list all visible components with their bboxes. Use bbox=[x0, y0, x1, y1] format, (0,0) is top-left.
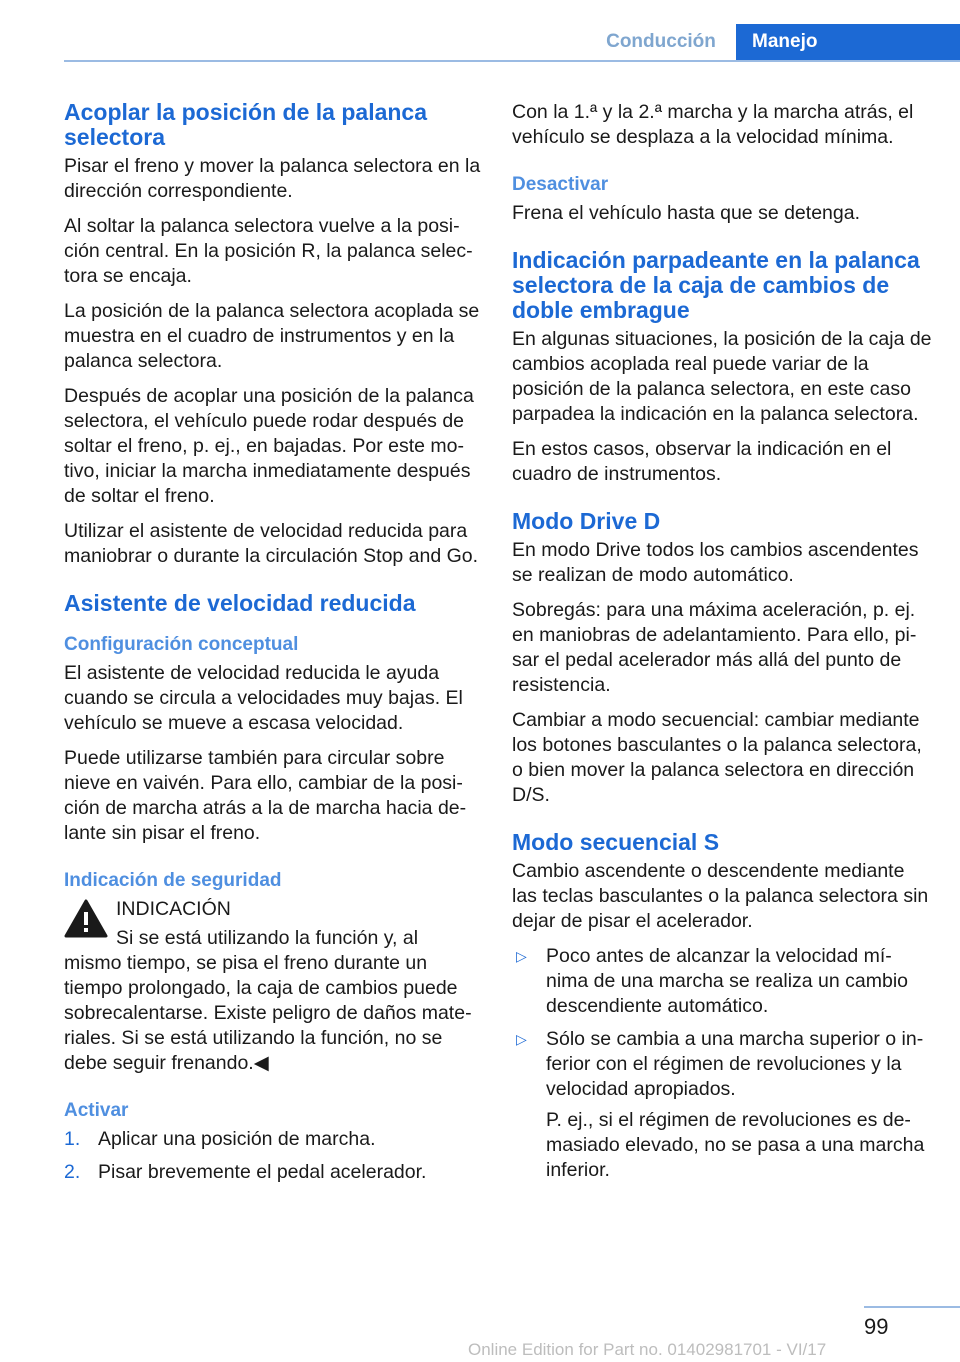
list-item bbox=[64, 1127, 482, 1152]
page-number: 99 bbox=[864, 1314, 889, 1339]
bullet-text: Poco antes de alcanzar la velocidad mí‐nima de una marcha se realiza un cambio descendiente automático. bbox=[546, 945, 909, 1017]
paragraph: En estos casos, observar la indicación en el cuadro de instrumentos. bbox=[512, 438, 892, 485]
header-divider bbox=[64, 60, 960, 62]
paragraph: Con la 1.ª y la 2.ª marcha y la marcha atrás, el vehículo se desplaza a la velocidad mínima. bbox=[512, 101, 914, 148]
heading-seguridad: Indicación de seguridad bbox=[64, 870, 282, 891]
paragraph: Sobregás: para una máxima aceleración, p. ej. en maniobras de adelantamiento. Para ello, pi‐sar el pedal acelerador más allá del punto de resistencia. bbox=[512, 599, 917, 696]
heading-drive: Modo Drive D bbox=[512, 508, 661, 534]
paragraph: El asistente de velocidad reducida le ayuda cuando se circula a velocidades muy bajas. El vehículo se mueve a escasa velocidad. bbox=[64, 662, 463, 734]
section-tab: Conducción bbox=[606, 31, 716, 52]
bullet-text: Sólo se cambia a una marcha superior o in‐ferior con el régimen de revoluciones y la velocidad apropiados. bbox=[546, 1028, 924, 1100]
list-item bbox=[512, 1027, 932, 1183]
step-text: Pisar brevemente el pedal acelerador. bbox=[98, 1161, 427, 1183]
warning-text: mismo tiempo, se pisa el freno durante un tiempo prolongado, la caja de cambios puede sobrecalentarse. Existe peligro de daños mate‐riales. Si se está utilizando la función, no se debe seguir frenando.◀ bbox=[64, 952, 472, 1074]
warning-title: INDICACIÓN bbox=[116, 898, 231, 920]
heading-indicacion: Indicación parpadeante en la palanca selectora de la caja de cambios de doble embrague bbox=[512, 247, 920, 323]
triangle-bullet-icon: ▷ bbox=[516, 948, 527, 964]
steps-list bbox=[64, 1127, 482, 1185]
step-text: Aplicar una posición de marcha. bbox=[98, 1128, 376, 1150]
heading-desactivar: Desactivar bbox=[512, 174, 609, 195]
list-item bbox=[64, 1160, 482, 1185]
page-number-divider bbox=[864, 1306, 960, 1308]
heading-asistente: Asistente de velocidad reducida bbox=[64, 590, 416, 616]
step-number: 1. bbox=[64, 1128, 81, 1150]
heading-acoplar: Acoplar la posición de la palanca selectora bbox=[64, 99, 428, 150]
warning-box bbox=[64, 897, 482, 951]
paragraph: Utilizar el asistente de velocidad reducida para maniobrar o durante la circulación Stop and Go. bbox=[64, 520, 479, 567]
left-column bbox=[64, 100, 482, 1193]
active-tab: Manejo bbox=[736, 24, 960, 60]
page-header bbox=[0, 0, 960, 62]
triangle-bullet-icon: ▷ bbox=[516, 1031, 527, 1047]
footer-text: Online Edition for Part no. 01402981701 - VI/17 bbox=[468, 1340, 827, 1359]
heading-activar: Activar bbox=[64, 1100, 129, 1121]
paragraph: En modo Drive todos los cambios ascendentes se realizan de modo automático. bbox=[512, 539, 919, 586]
heading-secuencial: Modo secuencial S bbox=[512, 829, 720, 855]
paragraph: Frena el vehículo hasta que se detenga. bbox=[512, 202, 860, 224]
warning-first-line: Si se está utilizando la función y, al bbox=[116, 927, 419, 949]
bullet-list bbox=[512, 944, 932, 1183]
bullet-subtext: P. ej., si el régimen de revoluciones es de‐masiado elevado, no se pasa a una marcha inferior. bbox=[546, 1109, 925, 1181]
warning-icon bbox=[64, 899, 108, 939]
paragraph: Cambiar a modo secuencial: cambiar mediante los botones basculantes o la palanca selectora, o bien mover la palanca selectora en dirección D/S. bbox=[512, 709, 922, 806]
paragraph: Puede utilizarse también para circular sobre nieve en vaivén. Para ello, cambiar de la posi‐ción de marcha atrás a la de marcha hacia de‐lante sin pisar el freno. bbox=[64, 747, 467, 844]
list-item bbox=[512, 944, 932, 1019]
heading-configuracion: Configuración conceptual bbox=[64, 634, 299, 655]
paragraph: Pisar el freno y mover la palanca selectora en la dirección correspondiente. bbox=[64, 155, 481, 202]
paragraph: Cambio ascendente o descendente mediante las teclas basculantes o la palanca selectora sin dejar de pisar el acelerador. bbox=[512, 860, 929, 932]
paragraph: La posición de la palanca selectora acoplada se muestra en el cuadro de instrumentos y en la palanca selectora. bbox=[64, 300, 480, 372]
paragraph: En algunas situaciones, la posición de la caja de cambios acoplada real puede variar de la posición de la palanca selectora, en este caso parpadea la indicación en la palanca selectora. bbox=[512, 328, 932, 425]
paragraph: Después de acoplar una posición de la palanca selectora, el vehículo puede rodar después de soltar el freno, p. ej., en bajadas. Por este mo‐tivo, iniciar la marcha inmediatamente después de soltar el freno. bbox=[64, 385, 474, 507]
step-number: 2. bbox=[64, 1161, 81, 1183]
paragraph: Al soltar la palanca selectora vuelve a la posi‐ción central. En la posición R, la palanca selec‐tora se encaja. bbox=[64, 215, 473, 287]
right-column bbox=[512, 100, 932, 1191]
